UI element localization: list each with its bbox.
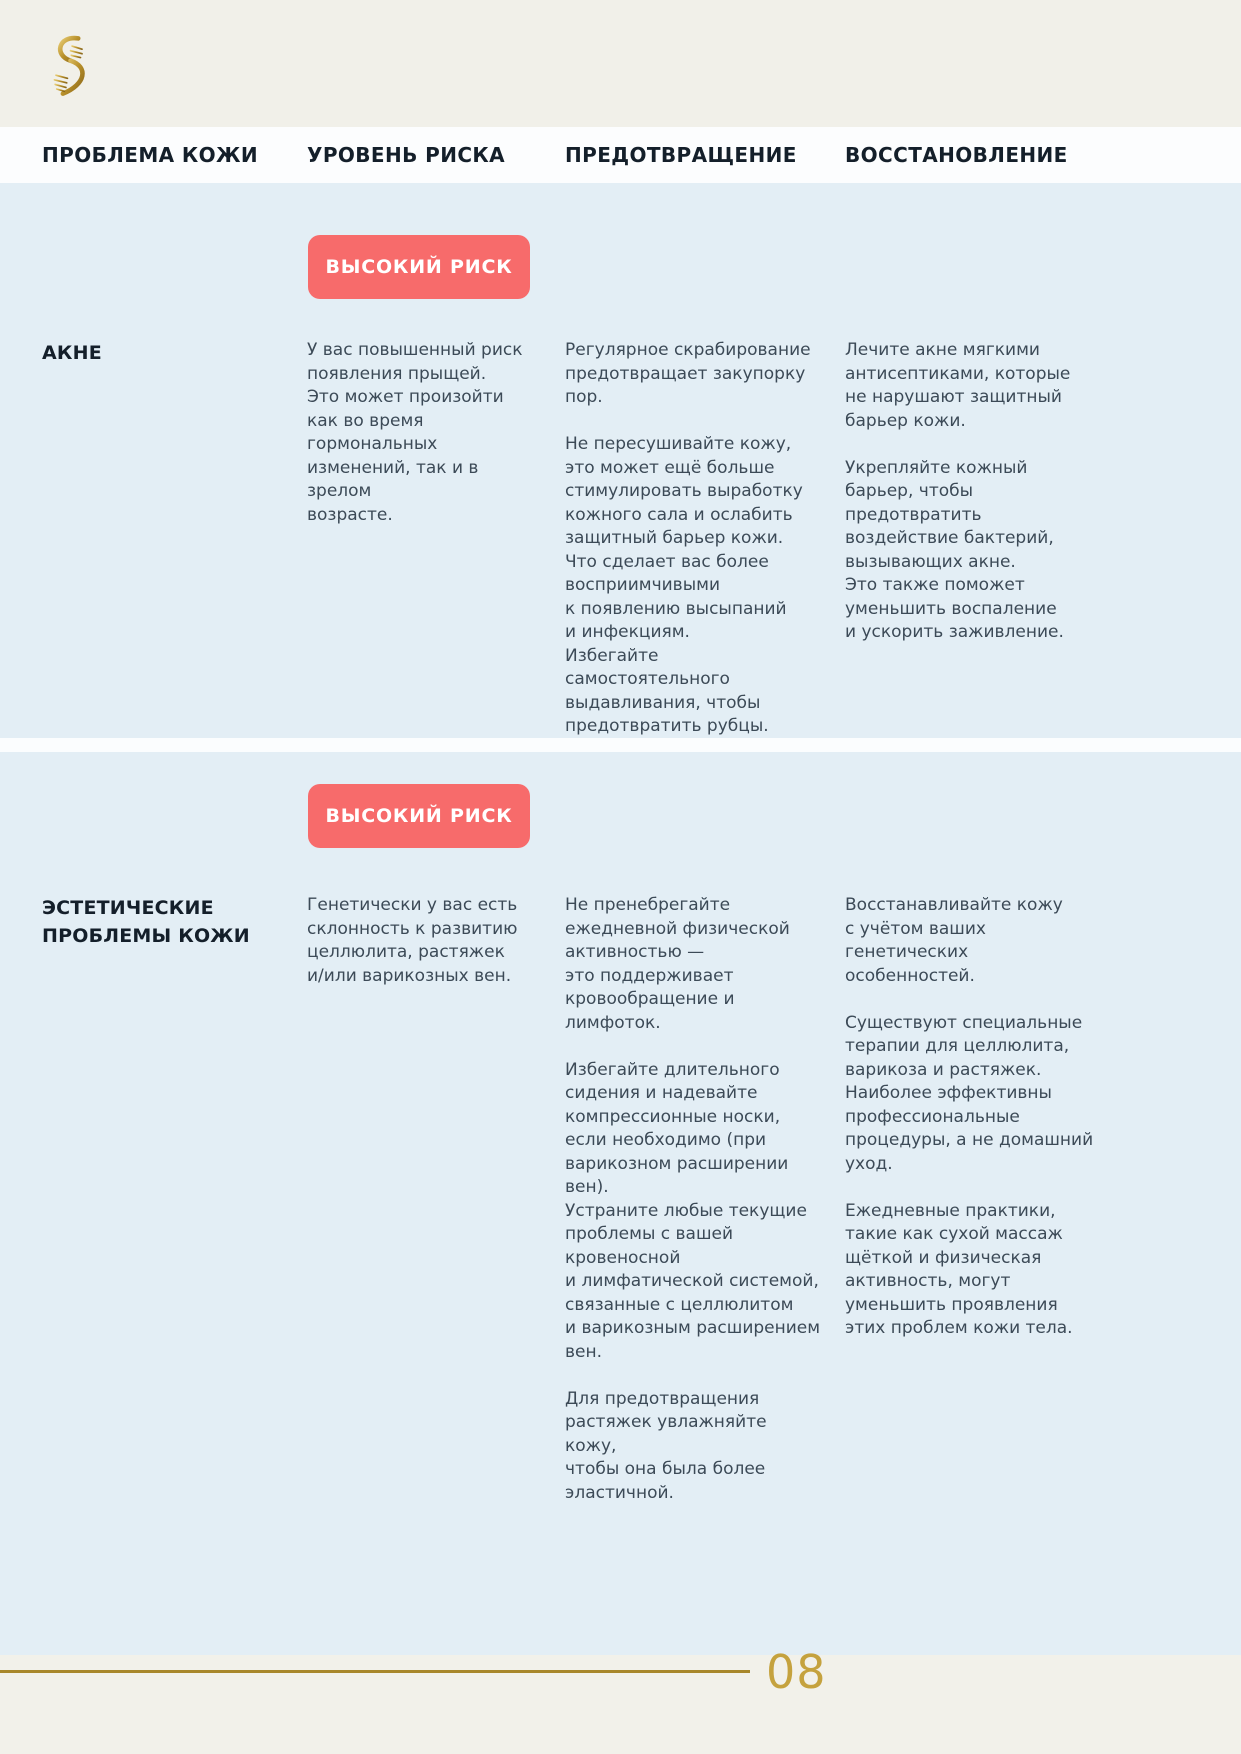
- top-band: [0, 0, 1241, 127]
- column-header-risk-level: УРОВЕНЬ РИСКА: [307, 143, 506, 167]
- problem-name: ЭСТЕТИЧЕСКИЕ ПРОБЛЕМЫ КОЖИ: [42, 897, 250, 947]
- column-header-recovery: ВОССТАНОВЛЕНИЕ: [845, 143, 1068, 167]
- problem-name: АКНЕ: [42, 342, 102, 364]
- footer-rule: [0, 1670, 750, 1673]
- prevention-text: Не пренебрегайте ежедневной физической активностью — это поддерживает кровообращение и лимфоток. Избегайте длительного сидения и надевайте компрессионные носки, если необходимо (при варикозном расширении вен). Устраните любые текущие проблемы с вашей кровеносной и лимфатической системой, связанные с целлюлитом и варикозным расширением вен. Для предотвращения растяжек увлажняйте кожу, чтобы она была более эластичной.: [565, 895, 821, 1503]
- risk-badge-high: ВЫСОКИЙ РИСК: [308, 784, 530, 848]
- risk-description: Генетически у вас есть склонность к развитию целлюлита, растяжек и/или варикозных вен.: [307, 895, 518, 986]
- page-number: 08: [766, 1645, 827, 1699]
- section-aesthetic-skin-problems: [0, 752, 1241, 1655]
- risk-badge-high: ВЫСОКИЙ РИСК: [308, 235, 530, 299]
- table-row: [0, 183, 1241, 739]
- prevention-text: Регулярное скрабирование предотвращает закупорку пор. Не пересушивайте кожу, это может ещё больше стимулировать выработку кожного сала и ослабить защитный барьер кожи. Что сделает вас более восприимчивыми к появлению высыпаний и инфекциям. Избегайте самостоятельного выдавливания, чтобы предотвратить рубцы.: [565, 340, 811, 736]
- table-row: [0, 752, 1241, 1505]
- page-footer: [0, 1645, 1241, 1754]
- section-acne: [0, 183, 1241, 738]
- section-divider: [0, 738, 1241, 752]
- column-header-prevention: ПРЕДОТВРАЩЕНИЕ: [565, 143, 797, 167]
- column-header-skin-problem: ПРОБЛЕМА КОЖИ: [42, 143, 259, 167]
- risk-description: У вас повышенный риск появления прыщей. Это может произойти как во время гормональных изменений, так и в зрелом возрасте.: [307, 340, 523, 525]
- recovery-text: Лечите акне мягкими антисептиками, которые не нарушают защитный барьер кожи. Укрепляйте кожный барьер, чтобы предотвратить воздействие бактерий, вызывающих акне. Это также поможет уменьшить воспаление и ускорить заживление.: [845, 340, 1071, 642]
- dna-logo: [46, 32, 92, 100]
- recovery-text: Восстанавливайте кожу с учётом ваших генетических особенностей. Существуют специальные терапии для целлюлита, варикоза и растяжек. Наиболее эффективны профессиональные процедуры, а не домашний уход. Ежедневные практики, такие как сухой массаж щёткой и физическая активность, могут уменьшить проявления этих проблем кожи тела.: [845, 895, 1094, 1338]
- table-header-row: [0, 127, 1241, 183]
